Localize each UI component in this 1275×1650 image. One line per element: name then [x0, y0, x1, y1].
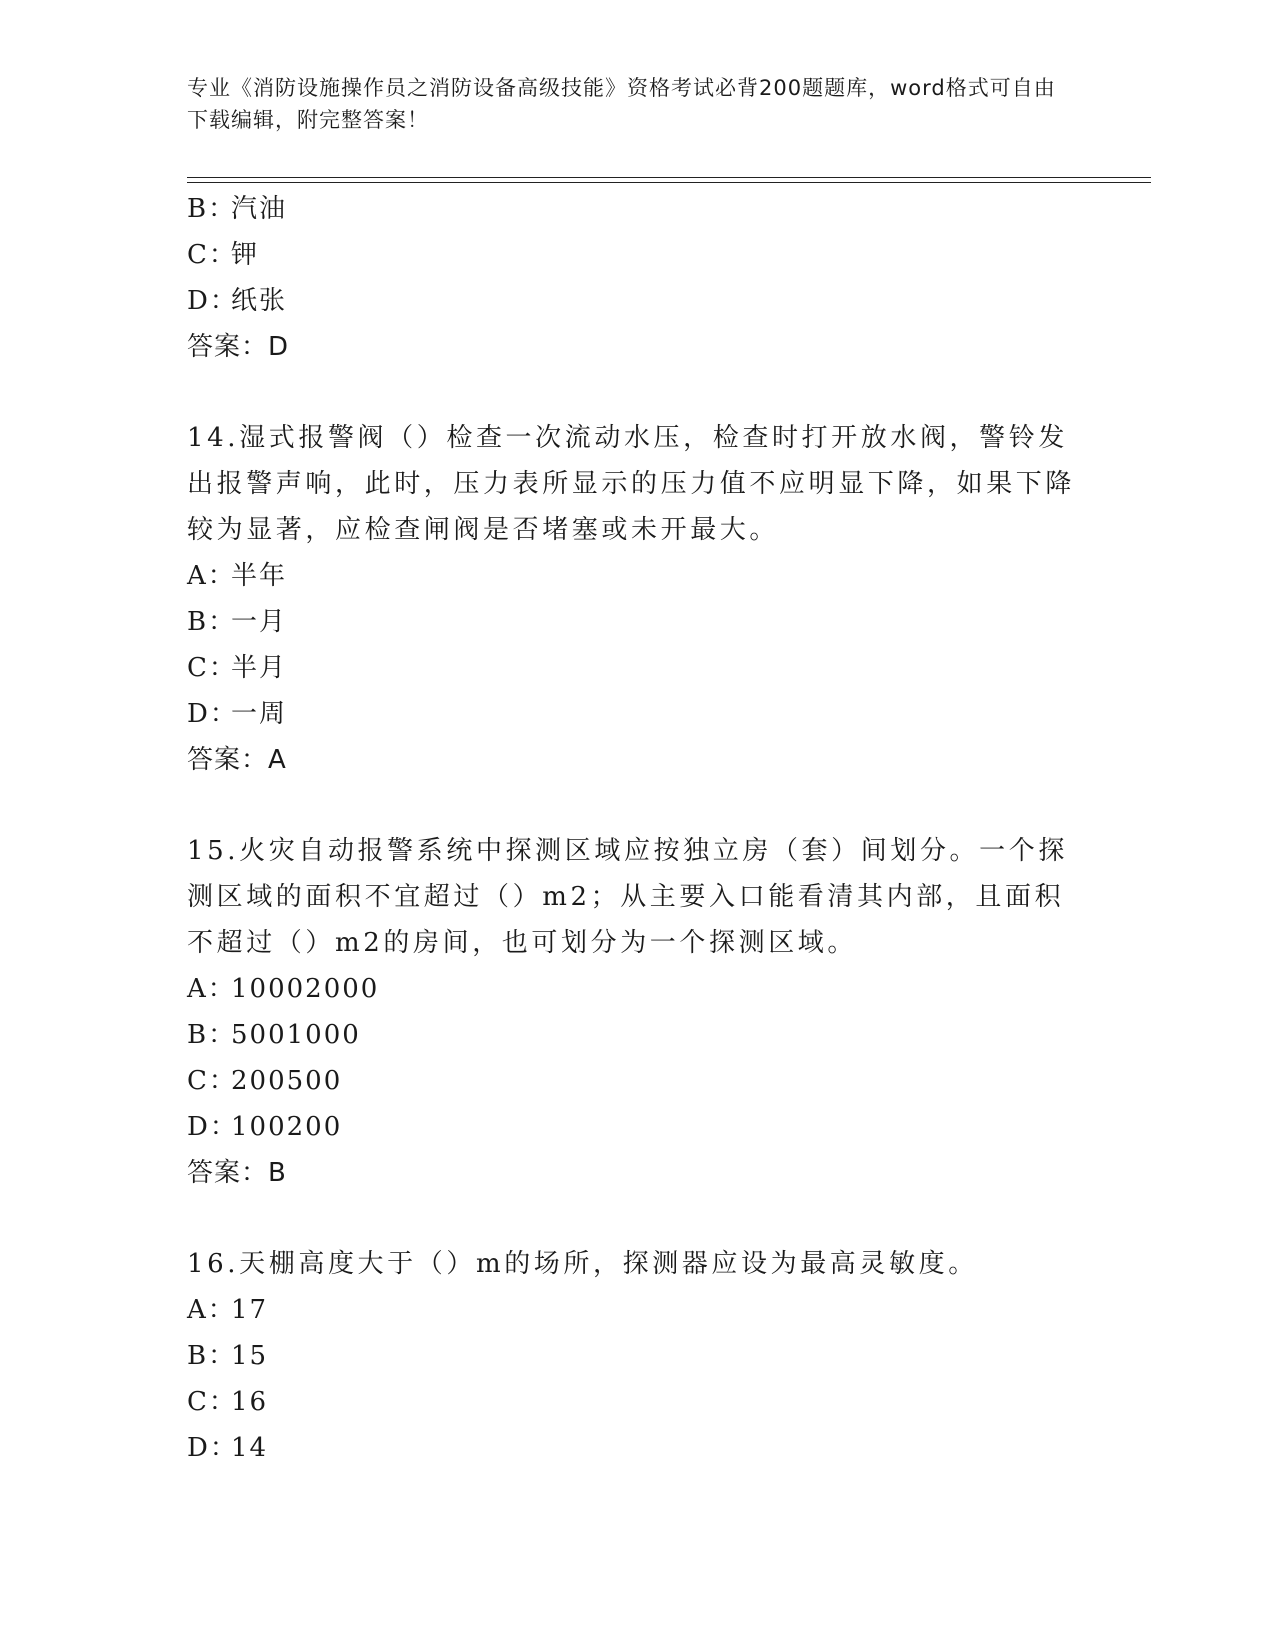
answer-line: 答案：D: [187, 332, 290, 362]
option-letter: C：: [187, 1387, 237, 1417]
question-text: 15.火灾自动报警系统中探测区域应按独立房（套）间划分。一个探测区域的面积不宜超过（）m2；从主要入口能看清其内部，且面积不超过（）m2的房间，也可划分为一个探测区域。: [187, 836, 1068, 958]
option-line: [187, 1104, 1087, 1150]
option-letter: B：: [187, 1341, 237, 1371]
option-line: [187, 1058, 1087, 1104]
option-line: [187, 553, 1087, 599]
option-text: 半年: [231, 561, 288, 591]
header-rule-bottom: [187, 182, 1151, 183]
option-line: [187, 278, 1087, 324]
option-letter: B：: [187, 1020, 237, 1050]
option-text: 一月: [231, 607, 288, 637]
option-letter: A：: [187, 561, 236, 591]
option-letter: C：: [187, 240, 237, 270]
option-line: [187, 1287, 1087, 1333]
header-rule-top: [187, 177, 1151, 178]
option-letter: C：: [187, 1066, 237, 1096]
answer-line: 答案：A: [187, 745, 287, 775]
question-text: 16.天棚高度大于（）m的场所，探测器应设为最高灵敏度。: [187, 1249, 978, 1279]
option-text: 10002000: [231, 974, 380, 1004]
option-line: [187, 645, 1087, 691]
option-text: 200500: [231, 1066, 343, 1096]
option-line: [187, 1379, 1087, 1425]
option-line: [187, 186, 1087, 232]
option-text: 16: [231, 1387, 269, 1417]
option-line: [187, 966, 1087, 1012]
option-letter: D：: [187, 1112, 238, 1142]
option-text: 14: [231, 1433, 269, 1463]
option-line: [187, 691, 1087, 737]
document-content: [187, 186, 1087, 1471]
option-letter: D：: [187, 699, 238, 729]
option-text: 纸张: [231, 286, 288, 316]
question-text: 14.湿式报警阀（）检查一次流动水压，检查时打开放水阀，警铃发出报警声响，此时，压力表所显示的压力值不应明显下降，如果下降较为显著，应检查闸阀是否堵塞或未开最大。: [187, 423, 1076, 545]
option-text: 15: [231, 1341, 269, 1371]
option-letter: B：: [187, 607, 237, 637]
option-text: 一周: [231, 699, 288, 729]
option-text: 钾: [231, 240, 260, 270]
option-text: 汽油: [231, 194, 288, 224]
option-text: 5001000: [231, 1020, 361, 1050]
option-text: 100200: [231, 1112, 343, 1142]
document-header: 专业《消防设施操作员之消防设备高级技能》资格考试必背200题题库，word格式可自由下载编辑，附完整答案！: [187, 76, 1056, 132]
option-line: [187, 1425, 1087, 1471]
option-line: [187, 1012, 1087, 1058]
option-text: 半月: [231, 653, 288, 683]
option-line: [187, 599, 1087, 645]
option-letter: B：: [187, 194, 237, 224]
option-line: [187, 232, 1087, 278]
option-text: 17: [231, 1295, 269, 1325]
option-letter: A：: [187, 974, 236, 1004]
option-letter: A：: [187, 1295, 236, 1325]
option-letter: C：: [187, 653, 237, 683]
answer-line: 答案：B: [187, 1158, 287, 1188]
option-letter: D：: [187, 286, 238, 316]
option-letter: D：: [187, 1433, 238, 1463]
option-line: [187, 1333, 1087, 1379]
